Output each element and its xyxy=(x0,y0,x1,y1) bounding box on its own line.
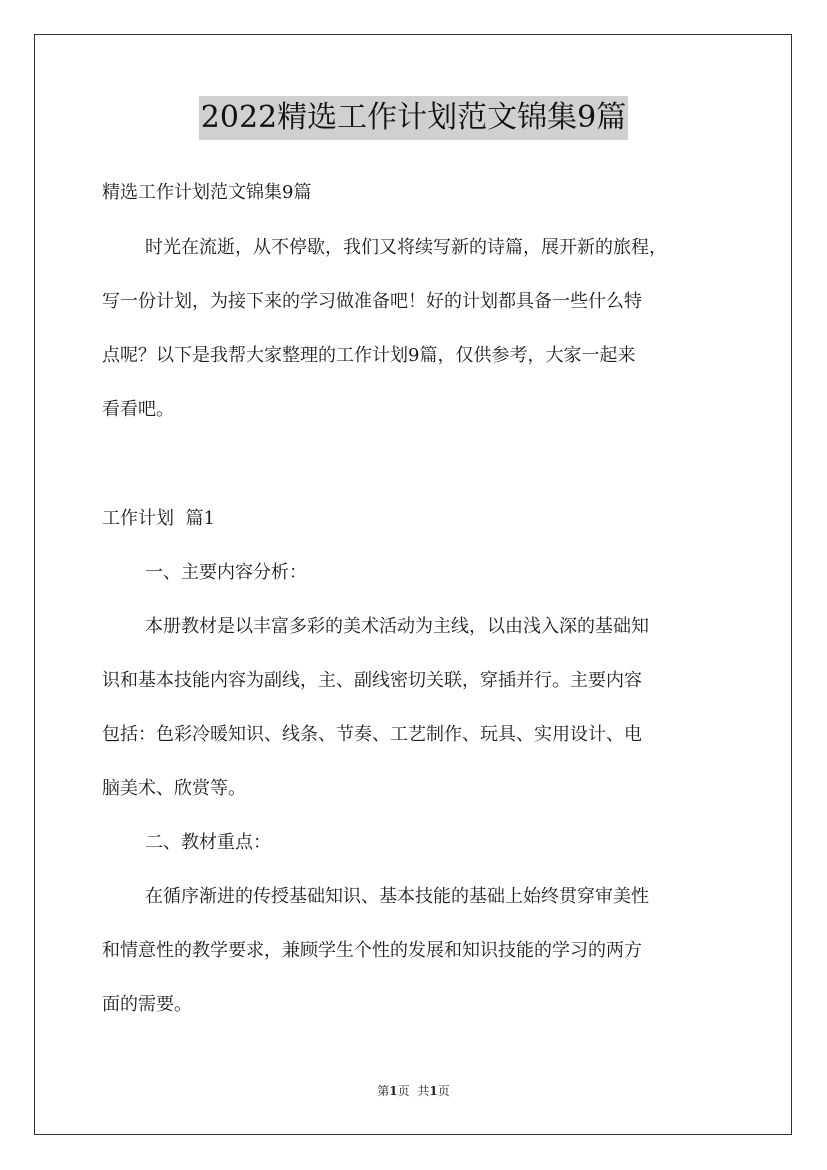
title-container xyxy=(0,96,827,140)
sub2-line-2: 和情意性的教学要求，兼顾学生个性的发展和知识技能的学习的两方 xyxy=(102,940,642,961)
sub1-line-1: 本册教材是以丰富多彩的美术活动为主线，以由浅入深的基础知 xyxy=(145,616,649,637)
footer-total-pages: 1 xyxy=(429,1084,438,1098)
sub1-line-3: 包括：色彩冷暖知识、线条、节奏、工艺制作、玩具、实用设计、电 xyxy=(102,724,642,745)
sub1-line-2: 识和基本技能内容为副线，主、副线密切关联，穿插并行。主要内容 xyxy=(102,670,642,691)
subsection-heading-2: 二、教材重点： xyxy=(145,832,271,853)
intro-line-2: 写一份计划，为接下来的学习做准备吧！好的计划都具备一些什么特 xyxy=(102,291,642,312)
sub1-line-4: 脑美术、欣赏等。 xyxy=(102,778,246,799)
footer-page-suffix: 页 xyxy=(397,1084,410,1098)
footer-page-prefix: 第 xyxy=(377,1084,390,1098)
intro-line-1: 时光在流逝，从不停歇，我们又将续写新的诗篇，展开新的旅程， xyxy=(145,237,667,258)
page-footer xyxy=(0,1083,827,1099)
subsection-heading-1: 一、主要内容分析： xyxy=(145,562,307,583)
intro-line-3: 点呢？以下是我帮大家整理的工作计划9篇，仅供参考，大家一起来 xyxy=(102,345,636,366)
footer-page-number: 1 xyxy=(389,1084,398,1098)
intro-line-4: 看看吧。 xyxy=(102,399,174,420)
sub2-line-1: 在循序渐进的传授基础知识、基本技能的基础上始终贯穿审美性 xyxy=(145,886,649,907)
sub2-line-3: 面的需要。 xyxy=(102,994,192,1015)
section-heading: 工作计划 篇1 xyxy=(102,508,215,529)
document-title: 2022精选工作计划范文锦集9篇 xyxy=(199,96,628,140)
footer-total-prefix: 共 xyxy=(417,1084,430,1098)
document-subtitle: 精选工作计划范文锦集9篇 xyxy=(102,182,312,203)
footer-total-suffix: 页 xyxy=(437,1084,450,1098)
